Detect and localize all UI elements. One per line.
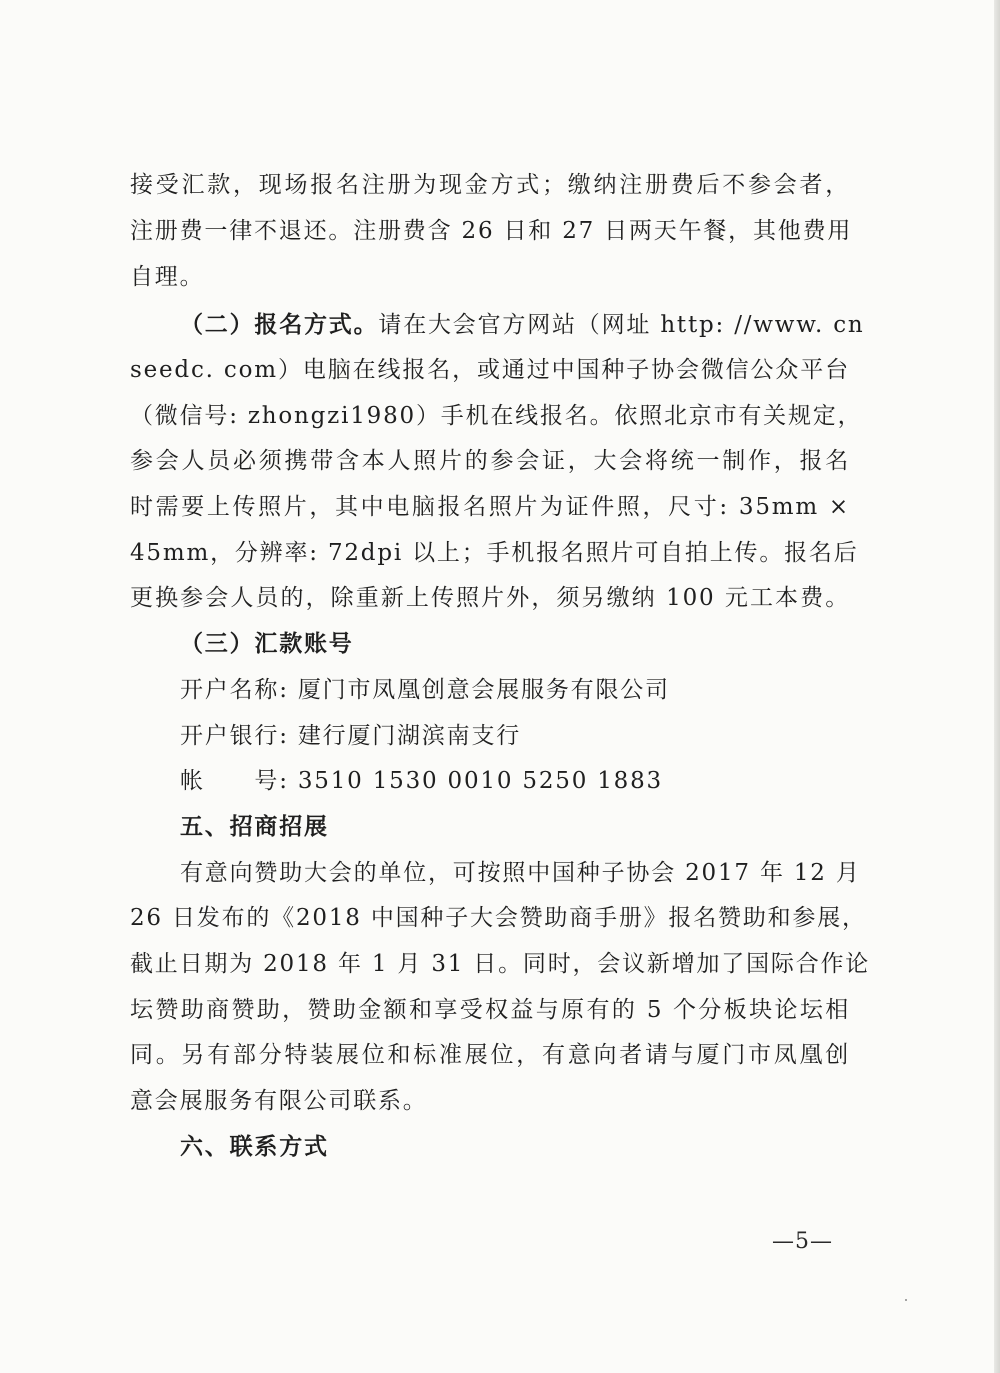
section-heading: （三）汇款账号 [180,630,354,657]
text-line: 同。另有部分特装展位和标准展位，有意向者请与厦门市凤凰创 [130,1042,850,1068]
text-line: 45mm，分辨率: 72dpi 以上；手机报名照片可自拍上传。报名后 [130,540,859,566]
scan-speck [905,1299,907,1301]
text-line: 坛赞助商赞助，赞助金额和享受权益与原有的 5 个分板块论坛相 [130,997,850,1023]
account-bank-line: 开户银行: 建行厦门湖滨南支行 [180,723,522,749]
section-heading: （二）报名方式。 [180,311,379,338]
page-number: —5— [772,1229,833,1254]
text-line: seedc. com）电脑在线报名，或通过中国种子协会微信公众平台 [130,357,850,383]
text-line: 接受汇款，现场报名注册为现金方式；缴纳注册费后不参会者， [130,172,850,198]
account-name-line: 开户名称: 厦门市凤凰创意会展服务有限公司 [180,677,670,703]
section-heading: 五、招商招展 [180,813,329,840]
text-line: 自理。 [130,264,205,290]
section-two-heading-line [130,302,865,348]
account-number-line: 帐 号: 3510 1530 0010 5250 1883 [180,768,663,794]
page-right-edge [994,0,1000,1373]
text-line: 意会展服务有限公司联系。 [130,1088,428,1114]
text-line: 时需要上传照片，其中电脑报名照片为证件照，尺寸: 35mm × [130,494,850,520]
text-line: 截止日期为 2018 年 1 月 31 日。同时，会议新增加了国际合作论 [130,951,871,977]
text-line: 参会人员必须携带含本人照片的参会证，大会将统一制作，报名 [130,448,850,474]
text-line: 更换参会人员的，除重新上传照片外，须另缴纳 100 元工本费。 [130,585,850,611]
text-run: 请在大会官方网站（网址 http: //www. cn [378,312,865,338]
text-line: 注册费一律不退还。注册费含 26 日和 27 日两天午餐，其他费用 [130,218,853,244]
text-line: 26 日发布的《2018 中国种子大会赞助商手册》报名赞助和参展， [130,905,867,931]
text-line: （微信号: zhongzi1980）手机在线报名。依照北京市有关规定， [130,403,863,429]
section-heading: 六、联系方式 [180,1133,329,1160]
text-line: 有意向赞助大会的单位，可按照中国种子协会 2017 年 12 月 [180,860,861,886]
